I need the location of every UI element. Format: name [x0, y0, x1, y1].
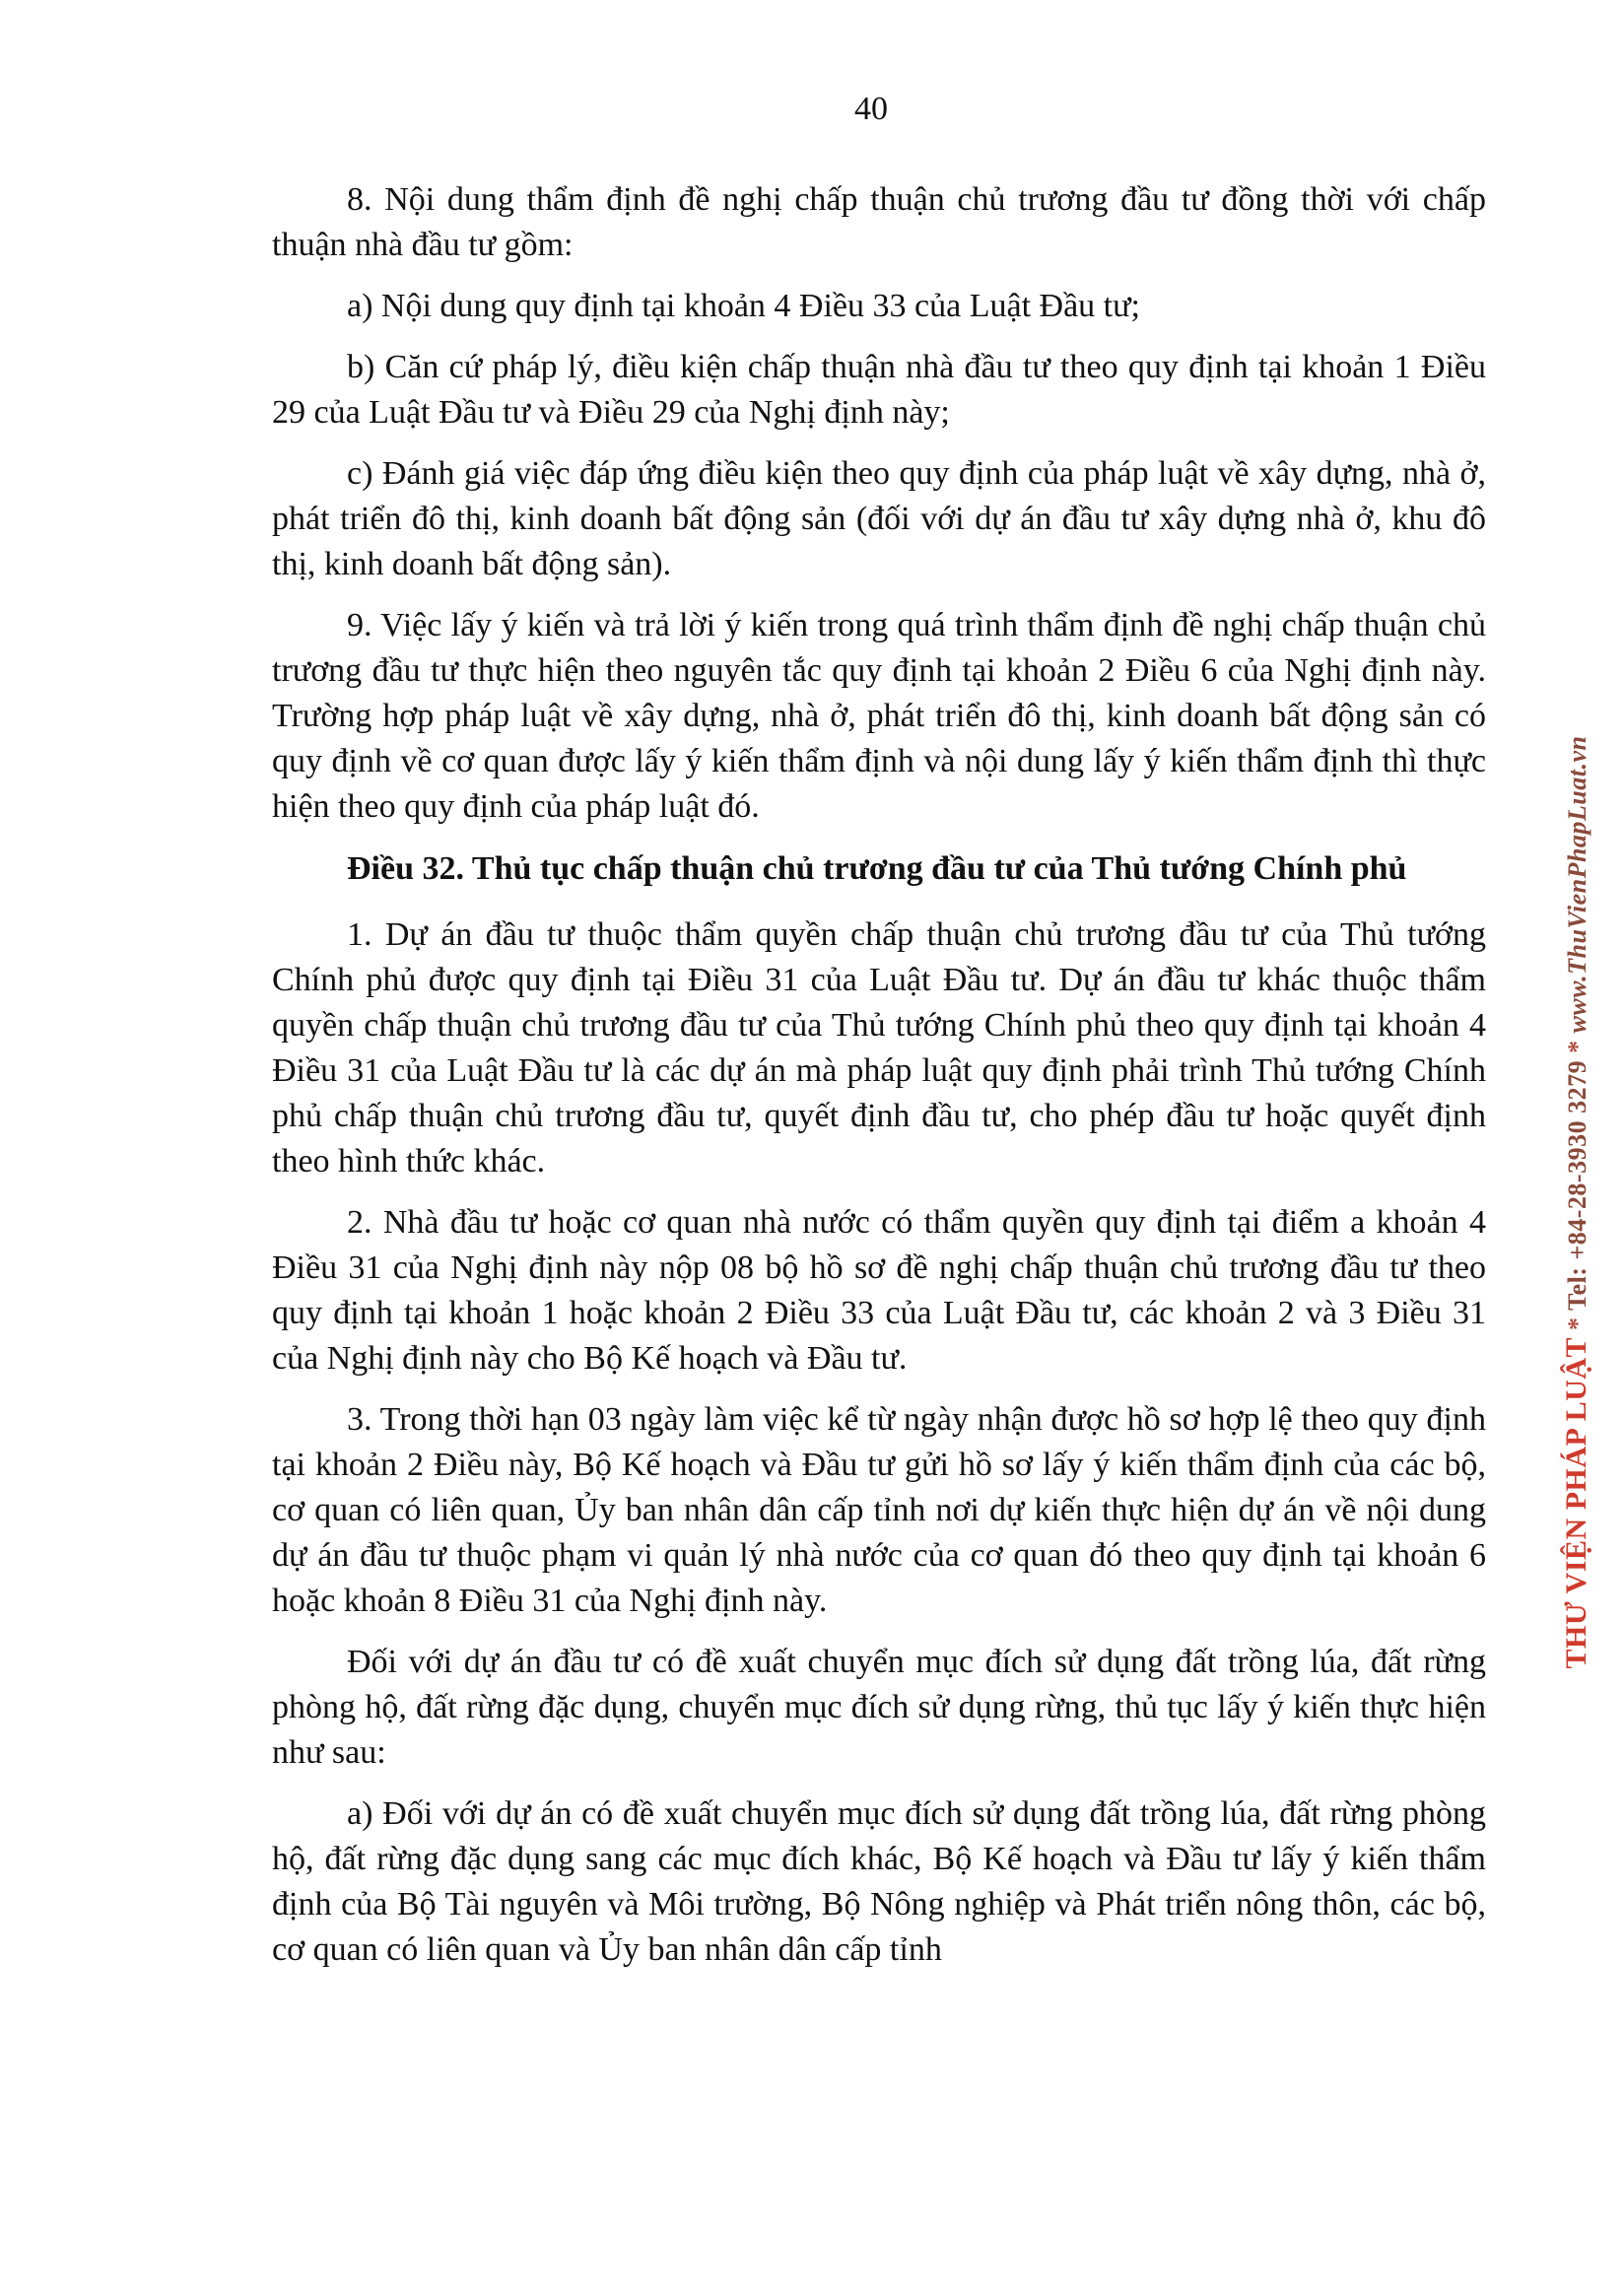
page-number: 40 [854, 91, 888, 127]
article-32-clause-2: 2. Nhà đầu tư hoặc cơ quan nhà nước có thẩm quyền quy định tại điểm a khoản 4 Điều 31 của Nghị định này nộp 08 bộ hồ sơ đề nghị chấp thuận chủ trương đầu tư theo quy định tại khoản 1 hoặc khoản 2 Điều 33 của Luật Đầu tư, các khoản 2 và 3 Điều 31 của Nghị định này cho Bộ Kế hoạch và Đầu tư. [272, 1204, 1486, 1377]
article-32-clause-1: 1. Dự án đầu tư thuộc thẩm quyền chấp thuận chủ trương đầu tư của Thủ tướng Chính phủ được quy định tại Điều 31 của Luật Đầu tư. Dự án đầu tư khác thuộc thẩm quyền chấp thuận chủ trương đầu tư của Thủ tướng Chính phủ theo quy định tại khoản 4 Điều 31 của Luật Đầu tư là các dự án mà pháp luật quy định phải trình Thủ tướng Chính phủ chấp thuận chủ trương đầu tư, quyết định đầu tư, cho phép đầu tư hoặc quyết định theo hình thức khác. [272, 916, 1486, 1180]
article-32-land-use-paragraph: Đối với dự án đầu tư có đề xuất chuyển mục đích sử dụng đất trồng lúa, đất rừng phòng hộ, đất rừng đặc dụng, chuyển mục đích sử dụng rừng, thủ tục lấy ý kiến thực hiện như sau: [272, 1644, 1486, 1771]
watermark-brand: THƯ VIỆN PHÁP LUẬT [1560, 1336, 1592, 1669]
article-32-clause-3: 3. Trong thời hạn 03 ngày làm việc kể từ ngày nhận được hồ sơ hợp lệ theo quy định tại khoản 2 Điều này, Bộ Kế hoạch và Đầu tư gửi hồ sơ lấy ý kiến thẩm định của các bộ, cơ quan có liên quan, Ủy ban nhân dân cấp tỉnh nơi dự kiến thực hiện dự án về nội dung dự án đầu tư thuộc phạm vi quản lý nhà nước của cơ quan đó theo quy định tại khoản 6 hoặc khoản 8 Điều 31 của Nghị định này. [272, 1401, 1486, 1619]
paragraph-9: 9. Việc lấy ý kiến và trả lời ý kiến trong quá trình thẩm định đề nghị chấp thuận chủ trương đầu tư thực hiện theo nguyên tắc quy định tại khoản 2 Điều 6 của Nghị định này. Trường hợp pháp luật về xây dựng, nhà ở, phát triển đô thị, kinh doanh bất động sản có quy định về cơ quan được lấy ý kiến thẩm định và nội dung lấy ý kiến thẩm định thì thực hiện theo quy định của pháp luật đó. [272, 607, 1486, 825]
watermark-separator-2: * [1563, 1040, 1591, 1053]
paragraph-8c: c) Đánh giá việc đáp ứng điều kiện theo quy định của pháp luật về xây dựng, nhà ở, phát triển đô thị, kinh doanh bất động sản (đối với dự án đầu tư xây dựng nhà ở, khu đô thị, kinh doanh bất động sản). [272, 455, 1486, 582]
watermark-website: www.ThuVienPhapLuat.vn [1563, 735, 1591, 1034]
watermark [1560, 736, 1593, 1669]
article-32-title: Điều 32. Thủ tục chấp thuận chủ trương đầu tư của Thủ tướng Chính phủ [347, 850, 1407, 887]
paragraph-8a: a) Nội dung quy định tại khoản 4 Điều 33 của Luật Đầu tư; [347, 288, 1140, 324]
paragraph-8b: b) Căn cứ pháp lý, điều kiện chấp thuận nhà đầu tư theo quy định tại khoản 1 Điều 29 của Luật Đầu tư và Điều 29 của Nghị định này; [272, 349, 1486, 431]
article-32-clause-3a: a) Đối với dự án có đề xuất chuyển mục đích sử dụng đất trồng lúa, đất rừng phòng hộ, đất rừng đặc dụng sang các mục đích khác, Bộ Kế hoạch và Đầu tư lấy ý kiến thẩm định của Bộ Tài nguyên và Môi trường, Bộ Nông nghiệp và Phát triển nông thôn, các bộ, cơ quan có liên quan và Ủy ban nhân dân cấp tỉnh [272, 1795, 1486, 1968]
paragraph-8: 8. Nội dung thẩm định đề nghị chấp thuận chủ trương đầu tư đồng thời với chấp thuận nhà đầu tư gồm: [272, 181, 1486, 263]
document-body [272, 177, 1486, 1989]
watermark-contact: Tel: +84-28-3930 3279 [1563, 1059, 1591, 1311]
watermark-separator: * [1563, 1316, 1591, 1330]
